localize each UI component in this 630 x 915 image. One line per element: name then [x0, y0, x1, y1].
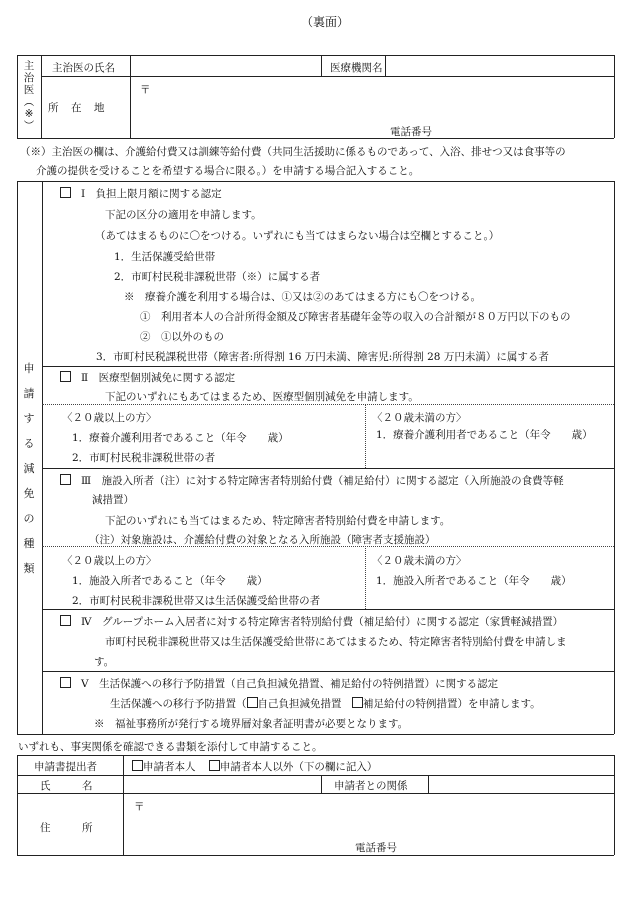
section2-left-head: 〈２０歳以上の方〉 [62, 412, 157, 424]
supplementary-benefit-checkbox[interactable] [352, 697, 363, 708]
section5-line1: 生活保護への移行予防措置（ 自己負担減免措置 補足給付の特例措置）を申請します。 [110, 698, 541, 710]
section3-note: （注）対象施設は、介護給付費の対象となる入所施設（障害者支援施設） [89, 534, 436, 546]
section4-checkbox[interactable] [60, 615, 71, 626]
section3-left2: 2．市町村民税非課税世帯又は生活保護受給世帯の者 [72, 595, 321, 607]
self-pay-reduction-checkbox[interactable] [247, 697, 258, 708]
section2-left1: 1．療養介護利用者であること（年令 歳） [72, 432, 289, 444]
section3-left-head: 〈２０歳以上の方〉 [62, 555, 157, 567]
section5-title: Ⅴ 生活保護への移行予防措置（自己負担減免措置、補足給付の特例措置）に関する認定 [60, 676, 498, 691]
doctor-postal-mark: 〒 [140, 84, 151, 96]
doctor-note-line2: 介護の提供を受けることを希望する場合に限る。）を申請する場合記入すること。 [36, 165, 420, 177]
doctor-side-label: 主 治 医 ︵ ※ ︶ [23, 60, 35, 132]
section3-title2: 減措置） [92, 494, 134, 506]
section2-right1: 1．療養介護利用者であること（年令 歳） [376, 429, 593, 441]
section4-line2: す。 [94, 656, 115, 668]
doctor-address-label: 所 在 地 [48, 102, 106, 114]
submitter-options: 申請者本人 申請者本人以外（下の欄に記入） [132, 759, 377, 774]
section3-left1: 1．施設入所者であること（年令 歳） [72, 575, 268, 587]
section3-right1: 1．施設入所者であること（年令 歳） [376, 575, 572, 587]
doctor-name-label: 主治医の氏名 [52, 62, 115, 74]
section1-sub2: ② ①以外のもの [140, 331, 224, 343]
section5-checkbox[interactable] [60, 677, 71, 688]
section2-line1: 下記のいずれにもあてはまるため、医療型個別減免を申請します。 [105, 391, 419, 403]
section2-left2: 2．市町村民税非課税世帯の者 [72, 452, 216, 464]
section5-note: ※ 福祉事務所が発行する境界層対象者証明書が必要となります。 [94, 718, 409, 730]
applicant-phone-label: 電話番号 [355, 842, 397, 854]
relation-label: 申請者との関係 [334, 780, 408, 792]
section3-checkbox[interactable] [60, 474, 71, 485]
section1-line1: 下記の区分の適用を申請します。 [105, 209, 262, 221]
section1-note: ※ 療養介護を利用する場合は、①又は②のあてはまる方にも〇をつける。 [124, 291, 481, 303]
applicant-name-label: 氏 名 [40, 780, 93, 792]
submitter-self-checkbox[interactable] [132, 760, 143, 771]
section1-checkbox[interactable] [60, 187, 71, 198]
section2-checkbox[interactable] [60, 371, 71, 382]
reduction-side-label: 申 請 す る 減 免 の 種 類 [23, 362, 35, 575]
attach-note: いずれも、事実関係を確認できる書類を添付して申請すること。 [18, 741, 323, 753]
applicant-postal-mark: 〒 [134, 801, 145, 813]
section1-title: Ⅰ 負担上限月額に関する認定 [60, 186, 222, 201]
section2-title: Ⅱ 医療型個別減免に関する認定 [60, 370, 235, 385]
submitter-label: 申請書提出者 [34, 761, 97, 773]
institution-label: 医療機関名 [330, 62, 383, 74]
section2-right-head: 〈２０歳未満の方〉 [372, 412, 467, 424]
submitter-other-checkbox[interactable] [209, 760, 220, 771]
section1-item1: 1．生活保護受給世帯 [114, 251, 216, 263]
section4-line1: 市町村民税非課税世帯又は生活保護受給世帯にあてはまるため、特定障害者特別給付費を申請しま [105, 636, 567, 648]
section1-sub1: ① 利用者本人の合計所得金額及び障害者基礎年金等の収入の合計額が８０万円以下のもの [140, 311, 571, 323]
section3-line1: 下記のいずれにも当てはまるため、特定障害者特別給付費を申請します。 [105, 515, 451, 527]
applicant-address-label: 住 所 [40, 822, 93, 834]
section1-item3: 3．市町村民税課税世帯（障害者:所得割 16 万円未満、障害児:所得割 28 万円未満）に属する者 [96, 351, 549, 363]
section3-right-head: 〈２０歳未満の方〉 [372, 555, 467, 567]
section1-line2: （あてはまるものに〇をつける。いずれにも当てはまらない場合は空欄とすること。） [95, 230, 500, 242]
doctor-phone-label: 電話番号 [390, 126, 432, 138]
section4-title: Ⅳ グループホーム入居者に対する特定障害者特別給付費（補足給付）に関する認定（家賃軽減措置） [60, 614, 563, 629]
section3-title: Ⅲ 施設入所者（注）に対する特定障害者特別給付費（補足給付）に関する認定（入所施設の食費等軽 [60, 473, 564, 488]
page-title: （裏面） [301, 15, 350, 29]
doctor-note-line1: （※）主治医の欄は、介護給付費又は訓練等給付費（共同生活援助に係るものであって、入浴、排せつ又は食事等の [20, 146, 566, 158]
section1-item2: 2．市町村民税非課税世帯（※）に属する者 [114, 271, 321, 283]
